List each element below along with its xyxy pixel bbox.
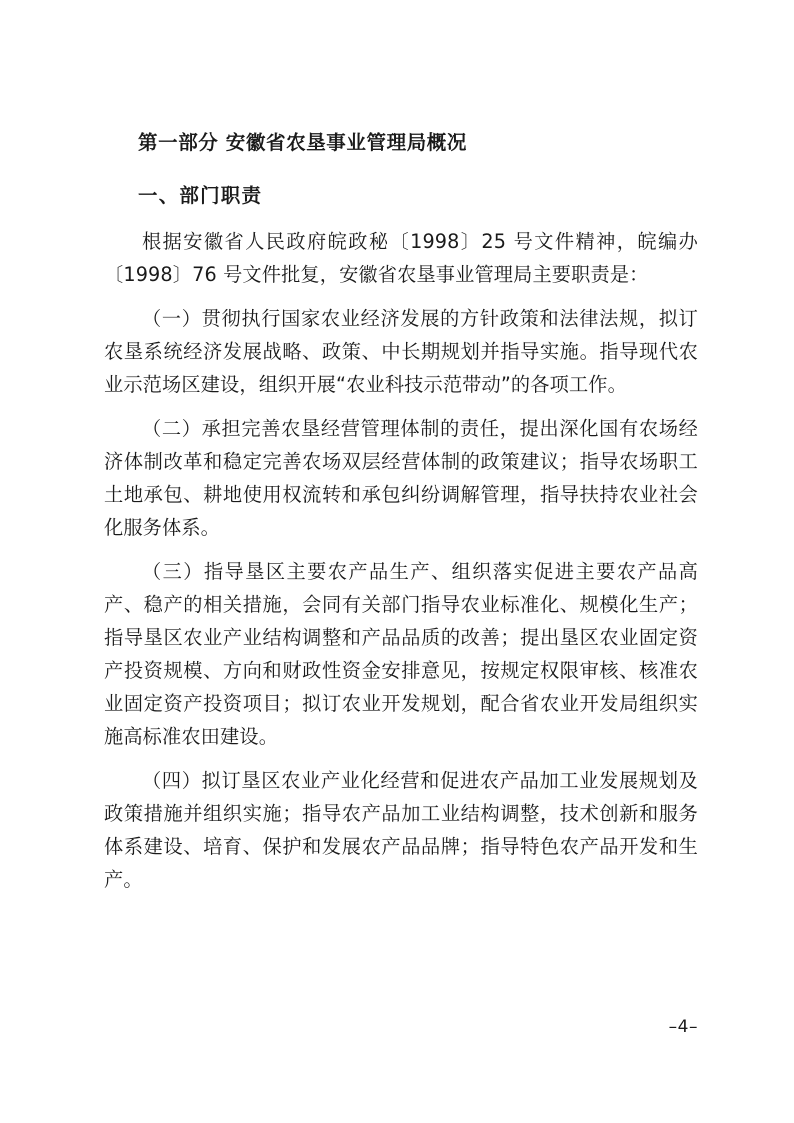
paragraph-item-2: （二）承担完善农垦经营管理体制的责任，提出深化国有农场经济体制改革和稳定完善农场双层经营体制的政策建议；指导农场职工土地承包、耕地使用权流转和承包纠纷调解管理，指导扶持农业社会化服务体系。 (104, 416, 698, 539)
paragraph-item-3: （三）指导垦区主要农产品生产、组织落实促进主要农产品高产、稳产的相关措施，会同有关部门指导农业标准化、规模化生产；指导垦区农业产业结构调整和产品品质的改善；提出垦区农业固定资产投资规模、方向和财政性资金安排意见，按规定权限审核、核准农业固定资产投资项目；拟订农业开发规划，配合省农业开发局组织实施高标准农田建设。 (104, 559, 698, 748)
page-number: –4– (668, 1017, 698, 1037)
paragraph-intro: 根据安徽省人民政府皖政秘〔1998〕25 号文件精神，皖编办〔1998〕76 号文件批复，安徽省农垦事业管理局主要职责是： (104, 229, 698, 286)
paragraph-item-1: （一）贯彻执行国家农业经济发展的方针政策和法律法规，拟订农垦系统经济发展战略、政策、中长期规划并指导实施。指导现代农业示范场区建设，组织开展“农业科技示范带动”的各项工作。 (104, 306, 698, 396)
document-body (104, 128, 698, 896)
subsection-heading: 一、部门职责 (138, 184, 263, 208)
paragraph-item-4: （四）拟订垦区农业产业化经营和促进农产品加工业发展规划及政策措施并组织实施；指导农产品加工业结构调整，技术创新和服务体系建设、培育、保护和发展农产品品牌；指导特色农产品开发和生产。 (104, 768, 698, 891)
page-title: 第一部分 安徽省农垦事业管理局概况 (138, 131, 467, 154)
